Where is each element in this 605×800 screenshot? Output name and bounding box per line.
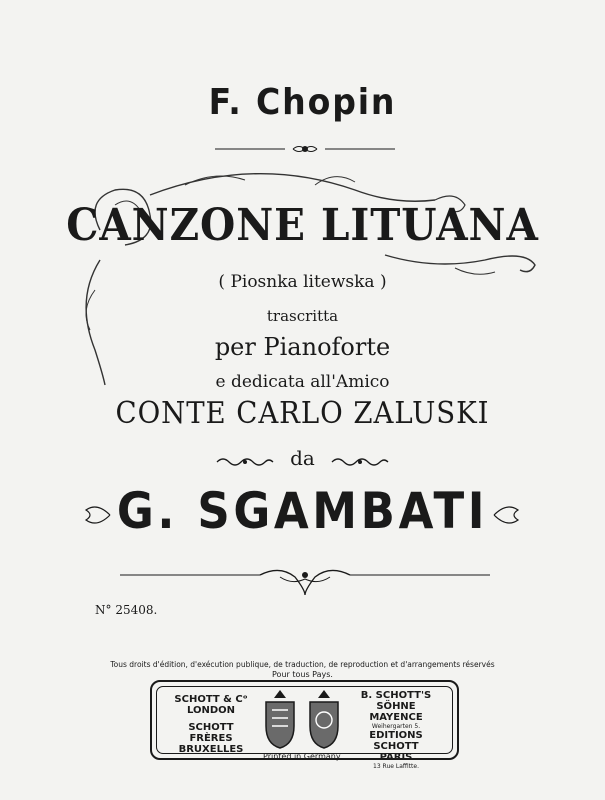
- crest-emblem-left: [260, 688, 300, 752]
- crest-emblem-right: [304, 688, 344, 752]
- publisher-left-line2: LONDON: [186, 705, 236, 716]
- publisher-right-line1: B. SCHOTT'S SÖHNE: [360, 690, 432, 712]
- rights-notice: Tous droits d'édition, d'exécution publique, de traduction, de reproduction et d'arrangements réservés: [110, 660, 495, 669]
- dedication-line: e dedicata all'Amico: [215, 372, 390, 392]
- publisher-right-line2b: Weihergarten 5.: [371, 723, 421, 730]
- publisher-left-block: [166, 694, 256, 755]
- bottom-divider: [120, 565, 490, 599]
- piece-subtitle: ( Piosnka litewska ): [218, 272, 387, 292]
- composer-divider: [205, 142, 405, 156]
- publisher-left-line3: SCHOTT FRÈRES: [188, 722, 234, 744]
- countries-line: Pour tous Pays.: [272, 670, 333, 679]
- publisher-right-line4b: 13 Rue Laffitte.: [373, 763, 419, 770]
- catalog-number: N° 25408.: [95, 603, 158, 617]
- publisher-right-line3: EDITIONS SCHOTT: [369, 730, 423, 752]
- arranger-name: G. SGAMBATI: [116, 482, 489, 540]
- composer-name: F. Chopin: [208, 82, 397, 123]
- da-ornament-right: [330, 455, 390, 469]
- publisher-left-line4: BRUXELLES: [178, 744, 244, 755]
- instrument-line: per Pianoforte: [214, 333, 391, 361]
- publisher-stamp: [150, 680, 459, 770]
- publisher-right-line4: PARIS: [379, 752, 413, 763]
- publisher-right-line2: MAYENCE: [369, 712, 423, 723]
- publisher-left-line1: SCHOTT & Cᵒ: [174, 694, 248, 705]
- transcribed-line: trascritta: [266, 307, 339, 325]
- printed-in-line: Printed in Germany.: [263, 752, 342, 761]
- arranger-leaf-right: [492, 500, 522, 530]
- by-line: da: [290, 446, 315, 470]
- dedicatee-name: CONTE CARLO ZALUSKI: [115, 396, 490, 431]
- piece-title: CANZONE LITUANA: [66, 200, 539, 251]
